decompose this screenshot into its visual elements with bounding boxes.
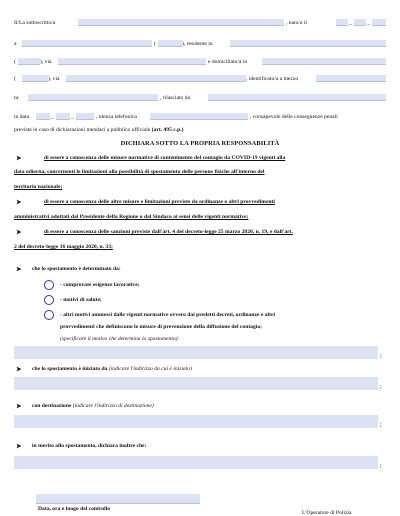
paren-open-4: ( bbox=[14, 76, 16, 82]
label-domiciliato: e domiciliato/a in bbox=[208, 59, 248, 65]
option-altri-label-2: provvedimenti che definiscono le misure di prevenzione della diffusione del contagio; bbox=[60, 324, 262, 330]
field-iniziato[interactable] bbox=[14, 377, 378, 390]
sep-3: _ bbox=[51, 114, 54, 120]
field-documento[interactable] bbox=[316, 75, 386, 82]
arrow-icon: ➤ bbox=[16, 366, 22, 373]
field-nascita-giorno[interactable] bbox=[336, 19, 348, 26]
label-nato: , nato/a il bbox=[286, 20, 307, 26]
paren-open-3: ( bbox=[14, 59, 16, 65]
declaration-1-line-3: territorio nazionale; bbox=[14, 184, 63, 190]
label-consapevole: , consapevole delle conseguenze penali bbox=[250, 114, 338, 120]
field-data-anno[interactable] bbox=[76, 113, 94, 120]
declaration-3-line-1: di essere a conoscenza delle sanzioni previste dall'art. 4 del decreto-legge 25 marzo 2020, n. 19, e dall'art. bbox=[44, 229, 293, 235]
field-numero-documento[interactable] bbox=[28, 94, 158, 101]
field-domicilio[interactable] bbox=[262, 58, 386, 65]
arrow-icon: ➤ bbox=[16, 403, 22, 410]
label-data-luogo: Data, ora e luogo del controllo bbox=[38, 506, 110, 512]
declaration-2-line-2: amministrativi adottati dal Presidente della Regione o dal Sindaco ai sensi delle vigenti normative; bbox=[14, 214, 249, 220]
field-destinazione[interactable] bbox=[14, 415, 378, 428]
field-nascita-anno[interactable] bbox=[372, 19, 386, 26]
label-identificato: , identificato/a a mezzo bbox=[246, 76, 299, 82]
label-via-2: ), via bbox=[48, 76, 60, 82]
semicolon: ; bbox=[380, 463, 382, 469]
semicolon: ; bbox=[380, 422, 382, 428]
label-iniziato: che lo spostamento è iniziato da (indicare l'indirizzo da cui è iniziato) bbox=[32, 366, 192, 372]
option-altri-hint: (specificare il motivo che determina lo spostamento): bbox=[60, 336, 180, 342]
field-telefono[interactable] bbox=[150, 113, 248, 120]
field-data-luogo-controllo[interactable] bbox=[36, 494, 200, 504]
line-sottoscritto bbox=[14, 20, 55, 26]
field-nome[interactable] bbox=[78, 19, 284, 26]
label-utenza: , utenza telefonica bbox=[96, 114, 137, 120]
field-nascita-mese[interactable] bbox=[354, 19, 366, 26]
option-lavoro-label: - comprovate esigenze lavorative; bbox=[60, 282, 140, 288]
page-title: DICHIARA SOTTO LA PROPRIA RESPONSABILITÀ bbox=[120, 140, 280, 147]
field-motivo[interactable] bbox=[14, 346, 378, 359]
label-destinazione: con destinazione (indicare l'indirizzo di destinazione) bbox=[32, 403, 154, 409]
option-altri-label-1: - altri motivi ammessi dalle vigenti normative ovvero dai predetti decreti, ordinanze e altri bbox=[60, 312, 276, 318]
label-nr: nr. bbox=[14, 95, 20, 101]
declaration-2-line-1: di essere a conoscenza delle altre misure e limitazioni previste da ordinanze o altri provvedimenti bbox=[44, 199, 275, 205]
label-residente: ), residente in bbox=[182, 41, 213, 47]
label-a: a bbox=[14, 41, 17, 47]
field-rilasciato-da[interactable] bbox=[208, 94, 386, 101]
radio-salute[interactable] bbox=[44, 295, 54, 305]
label-in-data: in data bbox=[14, 114, 30, 120]
sep-1: _ bbox=[349, 20, 352, 26]
label-via: ), via bbox=[40, 59, 52, 65]
label-rilasciato: , rilasciato da bbox=[160, 95, 190, 101]
field-prov-residenza[interactable] bbox=[18, 58, 40, 65]
field-via-residenza[interactable] bbox=[58, 58, 206, 65]
label-spostamento-determinato: che lo spostamento è determinato da: bbox=[32, 266, 121, 272]
semicolon: ; bbox=[380, 353, 382, 359]
field-data-giorno[interactable] bbox=[36, 113, 50, 120]
radio-altri-motivi[interactable] bbox=[44, 310, 54, 320]
radio-lavoro[interactable] bbox=[44, 280, 54, 290]
field-prov-nascita[interactable] bbox=[158, 40, 182, 47]
label-inoltre: in merito allo spostamento, dichiara inoltre che: bbox=[32, 443, 147, 449]
arrow-icon: ➤ bbox=[16, 199, 22, 206]
declaration-3-line-2: 2 del decreto-legge 16 maggio 2020, n. 33; bbox=[14, 244, 113, 250]
paren-open: ( bbox=[154, 41, 156, 47]
arrow-icon: ➤ bbox=[16, 443, 22, 450]
semicolon: ; bbox=[380, 384, 382, 390]
arrow-icon: ➤ bbox=[16, 266, 22, 273]
field-data-mese[interactable] bbox=[56, 113, 70, 120]
option-salute-label: - motivi di salute; bbox=[60, 297, 102, 303]
field-inoltre[interactable] bbox=[14, 456, 378, 469]
line-previste: previste in caso di dichiarazioni mendaci a pubblico ufficiale (art. 495 c.p.) bbox=[14, 127, 184, 133]
field-prov-domicilio[interactable] bbox=[22, 75, 48, 82]
arrow-icon: ➤ bbox=[16, 229, 22, 236]
label-operatore: L'Operatore di Polizia bbox=[302, 510, 352, 516]
sep-4: _ bbox=[71, 114, 74, 120]
field-via-domicilio[interactable] bbox=[66, 75, 246, 82]
declaration-1-line-2: data odierna, concernenti le limitazioni alla possibilità di spostamento delle persone fisiche all'interno del bbox=[14, 169, 265, 175]
field-luogo-nascita[interactable] bbox=[22, 40, 152, 47]
declaration-1-line-1: di essere a conoscenza delle misure normative di contenimento del contagio da COVID-19 vigenti alla bbox=[44, 155, 286, 161]
field-residenza[interactable] bbox=[230, 40, 386, 47]
arrow-icon: ➤ bbox=[16, 155, 22, 162]
label-sottoscritto: Il/La sottoscritto/a bbox=[14, 20, 56, 26]
sep-2: _ bbox=[367, 20, 370, 26]
